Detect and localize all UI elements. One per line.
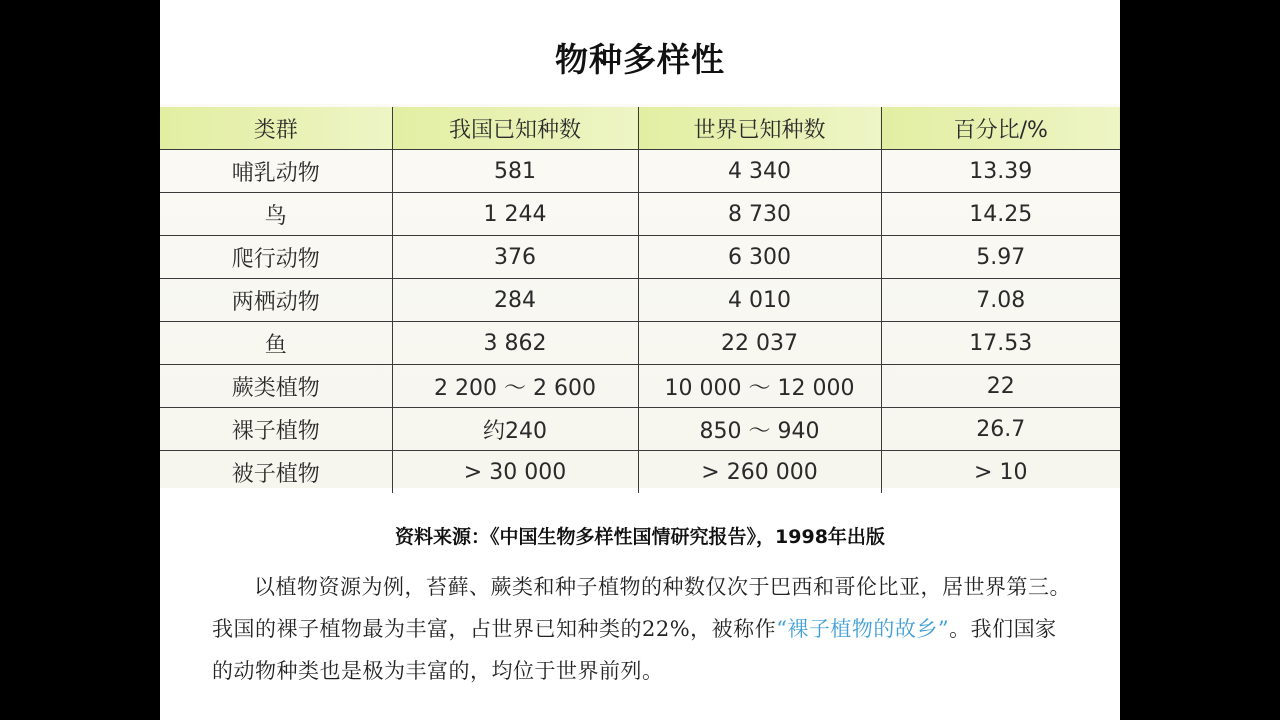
cell-world-count: 8 730 <box>638 193 881 236</box>
cell-world-count: > 260 000 <box>638 451 881 494</box>
cell-world-count: 6 300 <box>638 236 881 279</box>
cell-china-count: 约240 <box>392 408 638 451</box>
cell-percentage: 7.08 <box>881 279 1120 322</box>
cell-china-count: 2 200 ～ 2 600 <box>392 365 638 408</box>
slide <box>160 0 1120 720</box>
header-china-count: 我国已知种数 <box>392 107 638 150</box>
header-world-count: 世界已知种数 <box>638 107 881 150</box>
table-row <box>160 365 1120 408</box>
table-row <box>160 150 1120 193</box>
cell-china-count: 581 <box>392 150 638 193</box>
table-row <box>160 408 1120 451</box>
cell-world-count: 10 000 ～ 12 000 <box>638 365 881 408</box>
table-row <box>160 193 1120 236</box>
table-header-row <box>160 107 1120 150</box>
cell-world-count: 4 340 <box>638 150 881 193</box>
table-row <box>160 236 1120 279</box>
cell-percentage: 13.39 <box>881 150 1120 193</box>
body-paragraph <box>212 566 1072 692</box>
cell-world-count: 850 ～ 940 <box>638 408 881 451</box>
cell-world-count: 4 010 <box>638 279 881 322</box>
cell-group: 裸子植物 <box>160 408 392 451</box>
cell-group: 哺乳动物 <box>160 150 392 193</box>
cell-percentage: 5.97 <box>881 236 1120 279</box>
header-percentage: 百分比/% <box>881 107 1120 150</box>
cell-china-count: 1 244 <box>392 193 638 236</box>
cell-china-count: 284 <box>392 279 638 322</box>
table-row <box>160 322 1120 365</box>
cell-group: 爬行动物 <box>160 236 392 279</box>
cell-group: 蕨类植物 <box>160 365 392 408</box>
cell-group: 两栖动物 <box>160 279 392 322</box>
cell-percentage: 22 <box>881 365 1120 408</box>
cell-percentage: 17.53 <box>881 322 1120 365</box>
paragraph-text-part2: 。我们国家的动物种类也是极为丰富的，均位于世界前列。 <box>212 617 1057 683</box>
cell-china-count: 376 <box>392 236 638 279</box>
species-table <box>160 107 1120 493</box>
cell-percentage: > 10 <box>974 459 1028 485</box>
cell-china-count: > 30 000 <box>392 451 638 494</box>
page-title: 物种多样性 <box>555 40 725 79</box>
cell-china-count: 3 862 <box>392 322 638 365</box>
cell-group: 被子植物 <box>160 451 392 494</box>
paragraph-highlight: “裸子植物的故乡” <box>776 617 950 641</box>
cell-world-count: 22 037 <box>638 322 881 365</box>
cell-percentage: 26.7 <box>881 408 1120 451</box>
table-row <box>160 451 1120 494</box>
source-citation: 资料来源：《中国生物多样性国情研究报告》，1998年出版 <box>395 526 885 548</box>
cell-group: 鸟 <box>160 193 392 236</box>
paragraph-text-part1: 以植物资源为例，苔藓、蕨类和种子植物的种数仅次于巴西和哥伦比亚，居世界第三。我国的裸子植物最为丰富，占世界已知种类的22%，被称作 <box>212 575 1071 641</box>
header-group: 类群 <box>160 107 392 150</box>
cell-group: 鱼 <box>160 322 392 365</box>
table-row <box>160 279 1120 322</box>
cell-percentage: 14.25 <box>881 193 1120 236</box>
